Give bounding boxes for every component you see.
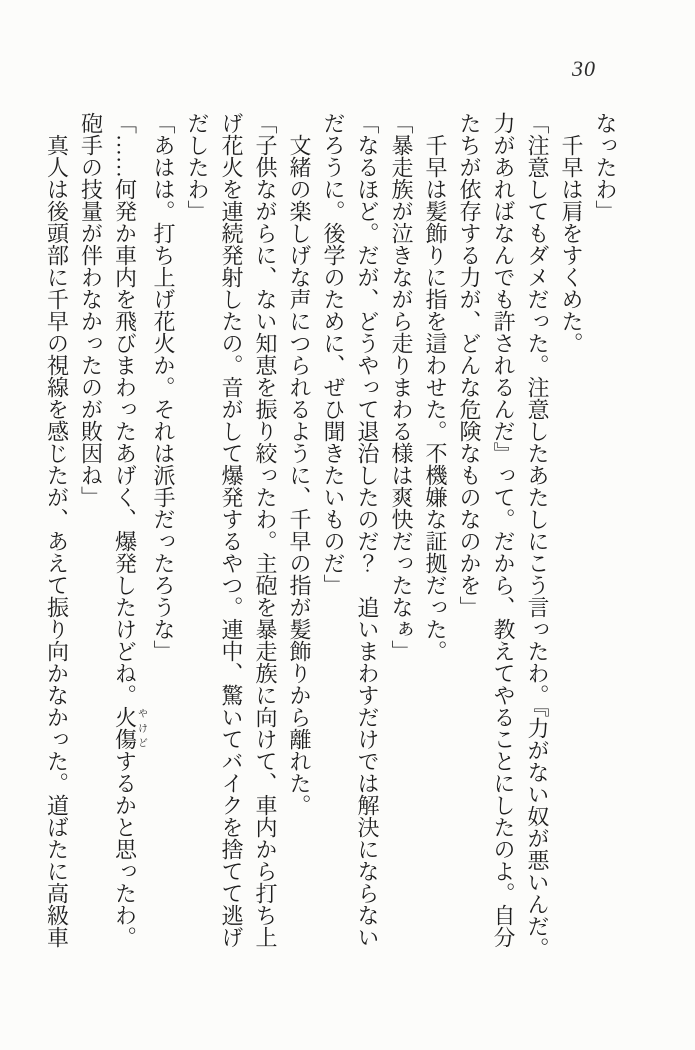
- paragraph: 千早は髪飾りに指を這わせた。不機嫌な証拠だった。: [423, 112, 448, 662]
- page-number: 30: [572, 56, 596, 81]
- paragraph: なったわ」: [593, 112, 618, 222]
- paragraph: 「あはは。打ち上げ花火か。それは派手だったろうな」: [151, 112, 176, 662]
- paragraph: 「……何発か車内を飛びまわったあげく、爆発したけどね。火傷やけどするかと思ったわ。 砲手の技量が伴わなかったのが敗因ね」: [78, 112, 147, 948]
- paragraph: 「暴走族が泣きながら走りまわる様は爽快だったなぁ」: [389, 112, 414, 662]
- paragraph: 「注意してもダメだった。注意したあたしにこう言ったわ。『力がない奴が悪いんだ。 力があればなんでも許されるんだ』って。だから、教えてやることにしたのよ。自分 たちが依存する力が、どんな危険なものなのかを」: [457, 112, 550, 959]
- paragraph: 「子供ながらに、ない知恵を振り絞ったわ。主砲を暴走族に向けて、車内から打ち上 げ花火を連続発射したの。音がして爆発するやつ。連中、驚いてバイクを捨てて逃げ だしたわ」: [185, 112, 278, 948]
- paragraph: 文緒の楽しげな声につられるように、千早の指が髪飾りから離れた。: [287, 112, 312, 816]
- paragraph: 「なるほど。だが、どうやって退治したのだ？ 追いまわすだけでは解決にならない だろうに。後学のために、ぜひ聞きたいものだ」: [321, 112, 380, 948]
- paragraph: 真人は後頭部に千早の視線を感じたが、あえて振り向かなかった。道ばたに高級車: [44, 112, 70, 948]
- ruby-word: 火傷やけど: [112, 706, 147, 750]
- text-block: [40, 112, 623, 959]
- paragraph: 千早は肩をすくめた。: [559, 112, 584, 354]
